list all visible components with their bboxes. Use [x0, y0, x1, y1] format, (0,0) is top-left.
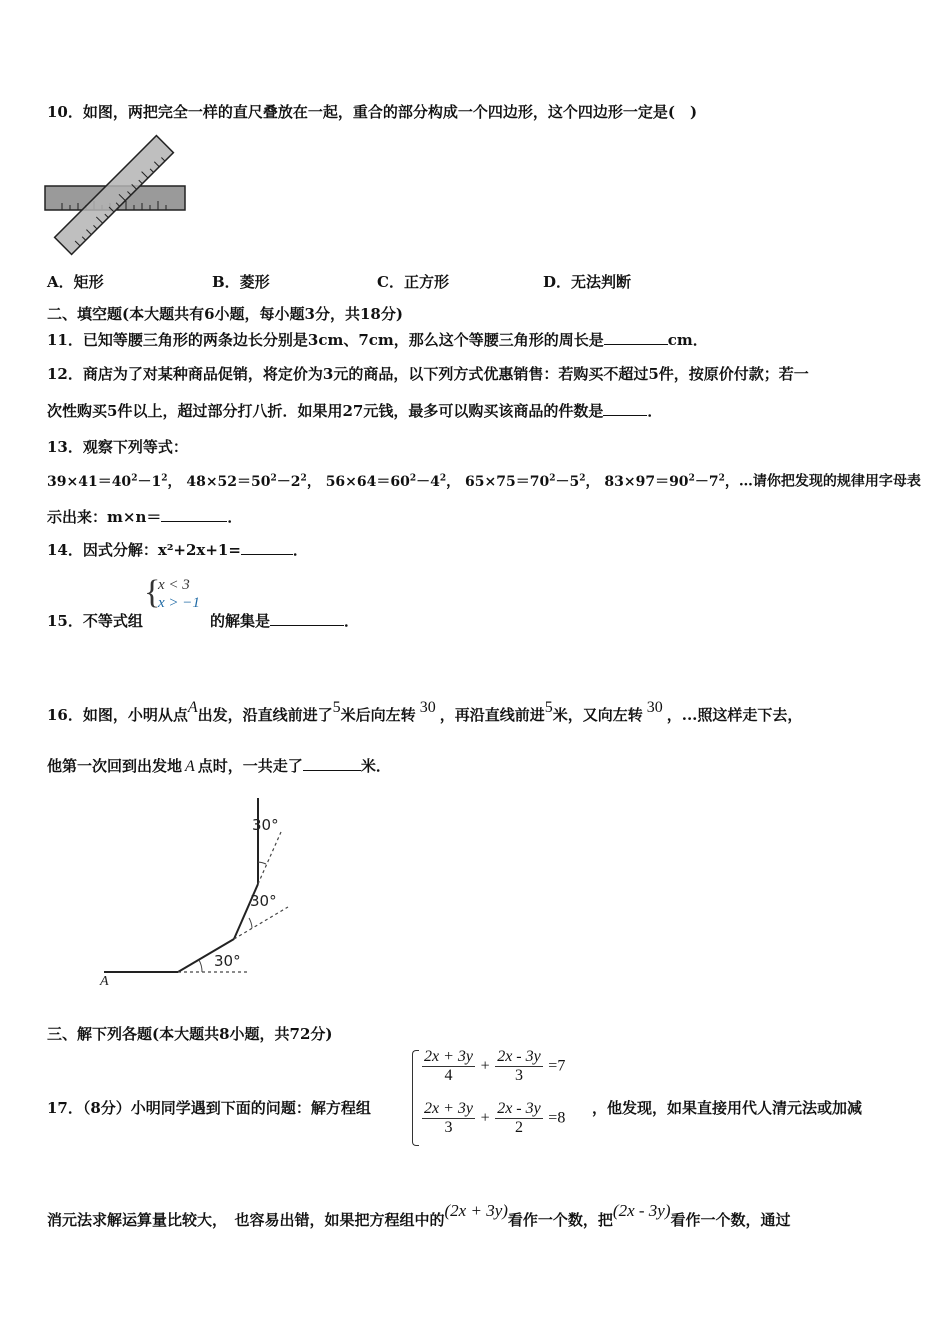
q17-suffix: ，他发现，如果直接用代人清元法或加减	[592, 1099, 863, 1117]
path-angle-3: 30°	[214, 952, 241, 970]
section-2-heading: 二、填空题(本大题共有6小题，每小题3分，共18分)	[47, 305, 403, 323]
q16-point-a: A	[187, 699, 198, 716]
path-figure	[98, 794, 298, 994]
q17-prefix: 17．（8分）小明同学遇到下面的问题：解方程组	[47, 1099, 371, 1117]
q17-eq2-rhs: =8	[548, 1109, 566, 1127]
q13-eq-3: $56\times 64=60^2-4^2$，	[325, 473, 461, 490]
q17-expr-2: (2x - 3y)	[612, 1201, 671, 1220]
q11-blank	[604, 330, 668, 345]
q11-text: 11．已知等腰三角形的两条边长分别是3cm、7cm，那么这个等腰三角形的周长是	[47, 331, 604, 349]
q13-line3	[47, 507, 242, 527]
q17-eq1-den1: 4	[444, 1067, 453, 1084]
q17-equation-1	[422, 1048, 565, 1085]
q10-option-b: B．菱形	[212, 273, 270, 291]
q10-option-c: C．正方形	[377, 273, 449, 291]
q16-num-5: 5	[332, 699, 341, 716]
q17-system	[412, 1048, 592, 1148]
q16-text-4: ，再沿直线前进	[439, 706, 545, 724]
q17-eq2-den1: 3	[444, 1119, 453, 1136]
q16-point-a-2: A	[185, 758, 195, 775]
q17-eq1-plus: +	[480, 1057, 490, 1075]
q16-line2	[47, 756, 391, 777]
q13-eq-5: $83\times 97=90^2-7^2$，	[604, 473, 739, 490]
q13-eq-2: $48\times 52=50^2-2^2$，	[186, 473, 321, 490]
q15-blank	[270, 611, 344, 626]
q16-num-5b: 5	[544, 699, 553, 716]
path-angle-1: 30°	[252, 816, 279, 834]
q15-prefix: 15．不等式组	[47, 612, 143, 630]
q10-option-a: A．矩形	[47, 273, 104, 291]
q17-eq2-num1: 2x + 3y	[424, 1100, 473, 1117]
q15-end: ．	[344, 612, 360, 630]
q15-suffix	[210, 611, 359, 631]
q15-suffix-text: 的解集是	[210, 612, 271, 630]
q14	[47, 540, 308, 560]
q16-num-30: 30	[419, 699, 436, 716]
q12-blank	[603, 401, 647, 416]
path-angle-2: 30°	[250, 892, 277, 910]
q11-unit: cm．	[667, 331, 708, 349]
q17-line2-text-2: 看作一个数，把	[507, 1211, 613, 1229]
q12-line1: 12．商店为了对某种商品促销，将定价为3元的商品，以下列方式优惠销售：若购买不超过5件，按原价付款；若一	[47, 365, 809, 383]
q16-line1	[47, 699, 803, 726]
section-3-heading: 三、解下列各题(本大题共8小题，共72分)	[47, 1025, 333, 1043]
q12-line2-text: 次性购买5件以上，超过部分打八折．如果用27元钱，最多可以购买该商品的件数是	[47, 402, 604, 420]
q17-brace	[412, 1050, 419, 1146]
q17-eq1-num1: 2x + 3y	[424, 1048, 473, 1065]
q17-line2	[47, 1201, 791, 1230]
q17-expr-1: (2x + 3y)	[444, 1201, 508, 1220]
q13-equations	[47, 468, 921, 492]
q13-end: ．	[227, 508, 243, 526]
q17-eq2-num2: 2x - 3y	[497, 1100, 541, 1117]
q17-eq2-plus: +	[480, 1109, 490, 1127]
q16-text-3: 米后向左转	[340, 706, 416, 724]
q17-eq1-rhs: =7	[548, 1057, 566, 1075]
q12-line2	[47, 401, 662, 421]
path-start-label: A	[100, 974, 109, 989]
q10-option-d: D．无法判断	[543, 273, 632, 291]
q16-num-30b: 30	[646, 699, 663, 716]
q16-text-1: 16．如图，小明从点	[47, 706, 188, 724]
q16-blank	[303, 756, 361, 771]
q17-equation-2	[422, 1100, 565, 1137]
q16-line2-text-3: 米．	[360, 757, 391, 775]
q15-system	[144, 575, 206, 615]
q12-end: ．	[647, 402, 663, 420]
q16-text-5: 米，又向左转	[552, 706, 643, 724]
ruler-figure	[44, 133, 189, 258]
q13-line3-text: 示出来：m×n＝	[47, 508, 162, 526]
q16-text-2: 出发，沿直线前进了	[197, 706, 333, 724]
q16-line2-text-2: 点时，一共走了	[197, 757, 303, 775]
q15-brace: {	[144, 574, 161, 611]
q13-tail: …请你把发现的规律用字母表	[738, 473, 921, 490]
q13-blank	[161, 507, 227, 522]
q15-ineq-1: x < 3	[158, 577, 190, 593]
q14-end: ．	[292, 541, 308, 559]
q17-line2-text-1: 消元法求解运算量比较大， 也容易出错，如果把方程组中的	[47, 1211, 445, 1229]
q13-eq-1: $39\times 41=40^2-1^2$，	[47, 473, 182, 490]
q16-line2-text-1: 他第一次回到出发地	[47, 757, 183, 775]
q11	[47, 330, 708, 350]
q17-eq1-den2: 3	[514, 1067, 523, 1084]
q17-eq2-den2: 2	[514, 1119, 523, 1136]
q17-line2-text-3: 看作一个数，通过	[670, 1211, 791, 1229]
q15-ineq-2: x > −1	[158, 595, 200, 611]
q17-eq1-num2: 2x - 3y	[497, 1048, 541, 1065]
q13-eq-4: $65\times 75=70^2-5^2$，	[465, 473, 600, 490]
q14-blank	[241, 540, 293, 555]
q14-text: 14．因式分解：x²+2x+1=	[47, 541, 241, 559]
q10-stem: 10．如图，两把完全一样的直尺叠放在一起，重合的部分构成一个四边形，这个四边形一定是( )	[47, 103, 698, 121]
q13-title: 13．观察下列等式：	[47, 438, 188, 456]
q16-text-6: ，...照这样走下去，	[666, 706, 803, 724]
